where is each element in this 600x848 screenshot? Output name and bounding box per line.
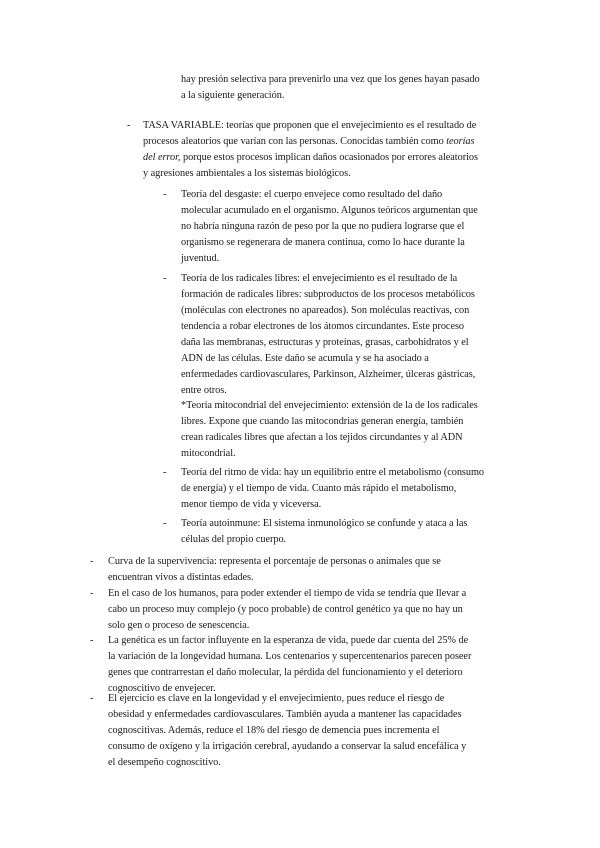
bullet-dash: - (127, 120, 131, 131)
bullet-dash: - (90, 588, 94, 599)
text-line: el desempeño cognoscitivo. (108, 757, 221, 768)
text-line: molecular acumulado en el organismo. Algunos teóricos argumentan que (181, 205, 478, 216)
text-line: Teoría de los radicales libres: el envejecimiento es el resultado de la (181, 273, 458, 284)
bullet-dash: - (163, 518, 167, 529)
text-line (143, 150, 478, 165)
text-line: solo gen o proceso de senescencia. (108, 620, 250, 631)
text-line: enfermedades cardiovasculares, Parkinson, Alzheimer, úlceras gástricas, (181, 369, 476, 380)
text-line: La genética es un factor influyente en la esperanza de vida, puede dar cuenta del 25% de (108, 635, 469, 646)
text-line: crean radicales libres que afectan a los tejidos circundantes y al ADN (181, 432, 463, 443)
text-line: encuentran vivos a distintas edades. (108, 572, 254, 583)
text-line: hay presión selectiva para prevenirlo una vez que los genes hayan pasado (181, 74, 480, 85)
bullet-dash: - (163, 467, 167, 478)
bullet-dash: - (163, 273, 167, 284)
text-line: cabo un proceso muy complejo (y poco probable) de control genético ya que no hay un (108, 604, 463, 615)
text-line: Curva de la supervivencia: representa el porcentaje de personas o animales que se (108, 556, 441, 567)
text-line (143, 134, 474, 149)
bullet-dash: - (90, 635, 94, 646)
text-line: El ejercicio es clave en la longevidad y el envejecimiento, pues reduce el riesgo de (108, 693, 445, 704)
text-line: y agresiones ambientales a los sistemas biológicos. (143, 168, 351, 179)
text-line: En el caso de los humanos, para poder extender el tiempo de vida se tendría que llevar a (108, 588, 467, 599)
text-line: daña las membranas, estructuras y proteínas, grasas, carbohidratos y el (181, 337, 469, 348)
text-line: no habría ninguna razón de peso por la que no pudiera lograrse que el (181, 221, 465, 232)
text-run: procesos aleatorios que varían con las personas. Conocidas también como (143, 136, 447, 147)
text-line: *Teoría mitocondrial del envejecimiento: extensión de la de los radicales (181, 400, 478, 411)
text-line: de energía) y el tiempo de vida. Cuanto más rápido el metabolismo, (181, 483, 457, 494)
text-line: Teoría autoinmune: El sistema inmunológico se confunde y ataca a las (181, 518, 468, 529)
text-line: obesidad y enfermedades cardiovasculares. También ayuda a mantener las capacidades (108, 709, 462, 720)
italic-term: teorías (446, 136, 475, 147)
text-line: juventud. (181, 253, 220, 264)
text-line: ADN de las células. Este daño se acumula y se ha asociado a (181, 353, 429, 364)
text-run: porque estos procesos implican daños ocasionados por errores aleatorios (180, 152, 478, 163)
text-line: formación de radicales libres: subproductos de los procesos metabólicos (181, 289, 475, 300)
text-line: tendencia a robar electrones de los átomos circundantes. Este proceso (181, 321, 465, 332)
text-line: organismo se regenerara de manera continua, como lo hace durante la (181, 237, 465, 248)
italic-term: del error, (143, 152, 181, 163)
text-line: a la siguiente generación. (181, 90, 285, 101)
text-line: células del propio cuerpo. (181, 534, 287, 545)
text-line: consumo de oxígeno y la irrigación cerebral, ayudando a conservar la salud encefálica y (108, 741, 467, 752)
text-line: menor tiempo de vida y viceversa. (181, 499, 322, 510)
text-line: la variación de la longevidad humana. Los centenarios y supercentenarios parecen poseer (108, 651, 472, 662)
text-line: (moléculas con electrones no apareados). Son moléculas reactivas, con (181, 305, 470, 316)
text-line: entre otros. (181, 385, 227, 396)
text-line: Teoría del ritmo de vida: hay un equilibrio entre el metabolismo (consumo (181, 467, 485, 478)
text-line: cognoscitivas. Además, reduce el 18% del riesgo de demencia pues incrementa el (108, 725, 440, 736)
bullet-dash: - (90, 693, 94, 704)
text-line: Teoría del desgaste: el cuerpo envejece como resultado del daño (181, 189, 443, 200)
bullet-dash: - (90, 556, 94, 567)
bullet-dash: - (163, 189, 167, 200)
text-line: TASA VARIABLE: teorías que proponen que el envejecimiento es el resultado de (143, 120, 477, 131)
text-line: mitocondrial. (181, 448, 236, 459)
text-line: genes que contrarrestan el daño molecular, la pérdida del funcionamiento y el deterioro (108, 667, 463, 678)
text-line: libres. Expone que cuando las mitocondrias generan energía, también (181, 416, 464, 427)
text-line: cognoscitivo de envejecer. (108, 683, 216, 694)
